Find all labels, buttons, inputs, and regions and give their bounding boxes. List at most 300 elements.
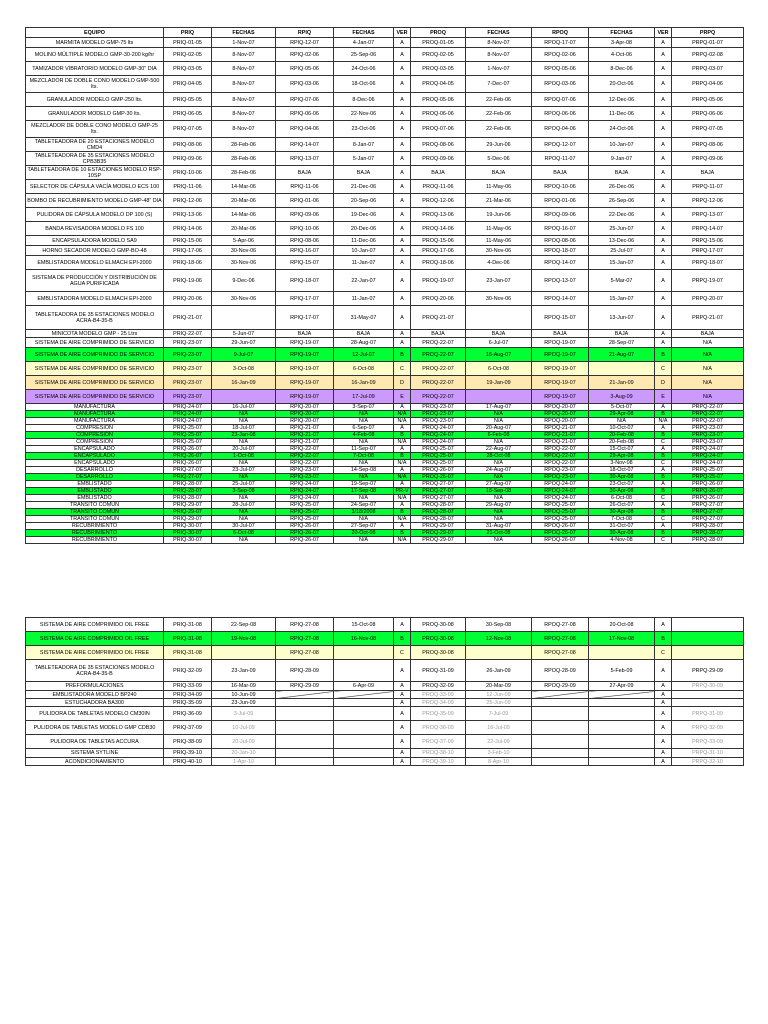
cell-priq: PRIQ-23-07	[164, 376, 212, 390]
cell-fecha-rpiq: N/A	[334, 516, 394, 523]
cell-fecha-rpoq: 15-Oct-07	[589, 446, 655, 453]
cell-proq: PROQ-27-07	[411, 488, 466, 495]
cell-fecha-proq: 26-Jan-09	[466, 660, 532, 682]
cell-ver-iq: N/A	[394, 516, 411, 523]
table-row	[26, 682, 744, 691]
cell-fecha-priq: 28-Feb-06	[212, 166, 276, 180]
cell-rpiq: RPIQ-17-07	[276, 306, 334, 330]
cell-ver-iq: A	[394, 749, 411, 758]
cell-fecha-proq: 16-Aug-07	[466, 348, 532, 362]
table-row	[26, 418, 744, 425]
cell-priq: PRIQ-24-07	[164, 404, 212, 411]
cell-fecha-rpiq: 19-Dec-06	[334, 208, 394, 222]
cell-ver-iq: A	[394, 467, 411, 474]
cell-ver-oq: A	[655, 758, 672, 766]
header-prpq: PRPQ	[672, 28, 744, 38]
cell-ver-iq: A	[394, 246, 411, 256]
cell-equipo: TAMIZADOR VIBRATORIO MODELO GMP-30" DIA	[26, 62, 164, 76]
cell-proq: PROQ-03-05	[411, 62, 466, 76]
cell-priq: PRIQ-19-06	[164, 270, 212, 292]
cell-equipo: SISTEMA DE AIRE COMPRIMIDO DE SERVICIO	[26, 390, 164, 404]
cell-priq: PRIQ-15-06	[164, 236, 212, 246]
cell-proq: PROQ-09-06	[411, 152, 466, 166]
cell-rpiq: RPIQ-09-06	[276, 208, 334, 222]
cell-ver-oq: A	[655, 481, 672, 488]
cell-fecha-priq: 10-Jul-09	[212, 721, 276, 735]
cell-proq: PROQ-24-07	[411, 439, 466, 446]
cell-proq: PROQ-34-09	[411, 699, 466, 707]
cell-equipo: TRANSITO COMÚN	[26, 502, 164, 509]
cell-equipo: MEZCLADOR DE DOBLE CONO MODELO GMP-25 lts.	[26, 121, 164, 138]
table-row	[26, 62, 744, 76]
cell-proq: PROQ-21-07	[411, 306, 466, 330]
cell-fecha-proq: N/A	[466, 516, 532, 523]
table-row	[26, 138, 744, 152]
cell-rpiq: RPIQ-23-07	[276, 474, 334, 481]
cell-rpiq: RPIQ-20-07	[276, 418, 334, 425]
cell-rpiq: RPIQ-26-07	[276, 523, 334, 530]
cell-proq: PROQ-22-07	[411, 390, 466, 404]
cell-fecha-rpoq	[589, 758, 655, 766]
cell-proq: PROQ-26-07	[411, 474, 466, 481]
cell-rpiq: RPIQ-19-07	[276, 362, 334, 376]
cell-fecha-rpoq: 4-Oct-06	[589, 48, 655, 62]
table-row	[26, 166, 744, 180]
cell-ver-iq: A	[394, 138, 411, 152]
cell-ver-oq: A	[655, 38, 672, 48]
cell-rpiq: BAJA	[276, 330, 334, 338]
cell-equipo: ESTUCHADORA BA300	[26, 699, 164, 707]
cell-proq: PROQ-36-09	[411, 721, 466, 735]
cell-fecha-proq: 20-Aug-07	[466, 425, 532, 432]
cell-proq: PROQ-35-09	[411, 707, 466, 721]
cell-fecha-priq	[212, 646, 276, 660]
cell-rpiq: RPIQ-25-07	[276, 502, 334, 509]
cell-fecha-proq: 30-Nov-06	[466, 246, 532, 256]
cell-fecha-rpiq: BAJA	[334, 166, 394, 180]
cell-fecha-proq: 4-Dec-06	[466, 256, 532, 270]
cell-priq: PRIQ-26-07	[164, 446, 212, 453]
cell-fecha-proq: 22-Feb-06	[466, 93, 532, 107]
cell-fecha-rpiq	[334, 699, 394, 707]
cell-fecha-rpoq: 26-Sep-06	[589, 194, 655, 208]
cell-fecha-rpiq: 20-Dec-06	[334, 222, 394, 236]
cell-proq: PROQ-28-07	[411, 502, 466, 509]
cell-equipo: EMBLISTADO	[26, 495, 164, 502]
cell-fecha-rpoq: 5-Mar-07	[589, 270, 655, 292]
header-rpoq: RPOQ	[532, 28, 589, 38]
cell-prpq: PRPQ-03-07	[672, 62, 744, 76]
cell-fecha-priq: 30-Nov-06	[212, 292, 276, 306]
cell-fecha-rpoq: 12-Dec-06	[589, 93, 655, 107]
cell-ver-oq: B	[655, 453, 672, 460]
cell-fecha-priq: 10-Jun-09	[212, 691, 276, 699]
cell-ver-iq: A	[394, 38, 411, 48]
cell-fecha-rpoq	[589, 699, 655, 707]
cell-fecha-priq: 23-Jan-09	[212, 660, 276, 682]
cell-ver-oq: A	[655, 208, 672, 222]
cell-ver-iq: A	[394, 691, 411, 699]
cell-fecha-priq: 23-Jun-09	[212, 699, 276, 707]
cell-prpq: PRPQ-22-07	[672, 418, 744, 425]
cell-proq: PROQ-30-08	[411, 646, 466, 660]
cell-ver-oq: E	[655, 390, 672, 404]
cell-rpoq: RPOQ-26-07	[532, 537, 589, 544]
cell-fecha-proq: 3-Feb-10	[466, 749, 532, 758]
cell-rpoq: RPOQ-13-07	[532, 270, 589, 292]
cell-fecha-rpoq	[589, 362, 655, 376]
cell-proq: PROQ-22-07	[411, 338, 466, 348]
cell-fecha-proq: 19-Jun-06	[466, 208, 532, 222]
cell-fecha-priq: 16-Jan-09	[212, 376, 276, 390]
cell-fecha-rpiq: N/A	[334, 537, 394, 544]
cell-rpiq	[276, 699, 334, 707]
cell-fecha-rpoq: 17-Nov-08	[589, 632, 655, 646]
cell-fecha-priq: 1-Oct-08	[212, 453, 276, 460]
cell-fecha-rpoq: 30-Apr-08	[589, 488, 655, 495]
table-row	[26, 236, 744, 246]
cell-ver-oq: A	[655, 467, 672, 474]
cell-fecha-proq: N/A	[466, 474, 532, 481]
cell-prpq	[672, 646, 744, 660]
cell-proq: PROQ-17-06	[411, 246, 466, 256]
table-row	[26, 439, 744, 446]
cell-ver-iq: A	[394, 502, 411, 509]
cell-ver-oq: D	[655, 376, 672, 390]
cell-rpoq	[532, 699, 589, 707]
cell-ver-oq: B	[655, 474, 672, 481]
table-row	[26, 292, 744, 306]
cell-equipo: ENCAPSULADO	[26, 446, 164, 453]
cell-fecha-rpoq	[589, 707, 655, 721]
cell-rpoq: RPOQ-22-07	[532, 460, 589, 467]
cell-prpq: PRPQ-25-07	[672, 467, 744, 474]
cell-equipo: EMBLISTADO	[26, 488, 164, 495]
cell-fecha-rpiq: 16-Jan-09	[334, 376, 394, 390]
cell-fecha-proq: N/A	[466, 460, 532, 467]
cell-prpq: BAJA	[672, 330, 744, 338]
cell-priq: PRIQ-25-07	[164, 439, 212, 446]
cell-fecha-rpoq: 24-Oct-06	[589, 121, 655, 138]
cell-fecha-rpoq: 22-Dec-06	[589, 208, 655, 222]
cell-fecha-rpoq: 13-Jun-07	[589, 306, 655, 330]
cell-ver-oq: B	[655, 509, 672, 516]
cell-fecha-priq: 30-Nov-06	[212, 246, 276, 256]
cell-fecha-rpiq: 22-Jan-07	[334, 270, 394, 292]
cell-fecha-proq: 11-May-06	[466, 222, 532, 236]
cell-fecha-proq: 23-Jan-07	[466, 270, 532, 292]
cell-prpq: PRPQ-31-10	[672, 749, 744, 758]
cell-priq: PRIQ-30-07	[164, 523, 212, 530]
table-row	[26, 222, 744, 236]
cell-rpoq: RPOQ-24-07	[532, 481, 589, 488]
cell-rpiq: RPIQ-17-07	[276, 292, 334, 306]
cell-fecha-rpiq: N/A	[334, 474, 394, 481]
cell-ver-oq: A	[655, 76, 672, 93]
cell-proq: PROQ-38-10	[411, 749, 466, 758]
cell-ver-iq: A	[394, 194, 411, 208]
cell-ver-iq: C	[394, 362, 411, 376]
cell-ver-oq: A	[655, 121, 672, 138]
cell-fecha-proq: N/A	[466, 509, 532, 516]
header-equipo: EQUIPO	[26, 28, 164, 38]
cell-rpiq	[276, 707, 334, 721]
table-row	[26, 749, 744, 758]
cell-proq: PROQ-31-09	[411, 660, 466, 682]
table-row	[26, 256, 744, 270]
cell-ver-oq: A	[655, 236, 672, 246]
cell-ver-oq: A	[655, 138, 672, 152]
cell-priq: PRIQ-21-07	[164, 306, 212, 330]
cell-rpiq: RPIQ-07-06	[276, 93, 334, 107]
cell-priq: PRIQ-28-07	[164, 495, 212, 502]
table-row	[26, 48, 744, 62]
cell-fecha-proq: 11-May-06	[466, 180, 532, 194]
cell-fecha-rpiq: 5-Jan-07	[334, 152, 394, 166]
cell-equipo: BOMBO DE RECUBRIMIENTO MODELO GMP-48" DIA	[26, 194, 164, 208]
cell-fecha-priq: 20-Jan-10	[212, 749, 276, 758]
cell-priq: PRIQ-01-05	[164, 38, 212, 48]
cell-prpq: N/A	[672, 348, 744, 362]
cell-ver-iq: A	[394, 306, 411, 330]
table-row	[26, 107, 744, 121]
cell-fecha-proq	[466, 646, 532, 660]
cell-rpoq: RPOQ-22-07	[532, 453, 589, 460]
cell-equipo: SISTEMA DE AIRE COMPRIMIDO DE SERVICIO	[26, 362, 164, 376]
cell-fecha-rpoq: 29-Apr-08	[589, 453, 655, 460]
cell-equipo: COMPRESIÓN	[26, 439, 164, 446]
cell-rpiq: RPIQ-04-06	[276, 121, 334, 138]
cell-fecha-proq: 11-May-06	[466, 236, 532, 246]
cell-rpiq: RPIQ-25-07	[276, 516, 334, 523]
cell-equipo: PULIDORA DE TABLETAS ACCURA	[26, 735, 164, 749]
cell-ver-iq: A	[394, 121, 411, 138]
cell-rpoq: RPOQ-22-07	[532, 446, 589, 453]
cell-fecha-rpoq	[589, 691, 655, 699]
cell-fecha-rpoq: 21-Jan-09	[589, 376, 655, 390]
cell-fecha-rpoq: 5-Oct-07	[589, 404, 655, 411]
cell-ver-oq: C	[655, 439, 672, 446]
cell-rpoq: RPOQ-27-08	[532, 632, 589, 646]
cell-prpq: PRPQ-18-07	[672, 256, 744, 270]
cell-proq: PROQ-22-07	[411, 362, 466, 376]
cell-fecha-rpiq: 18-Oct-06	[334, 76, 394, 93]
cell-rpiq: RPIQ-29-09	[276, 682, 334, 691]
cell-ver-oq: C	[655, 460, 672, 467]
cell-prpq: PRPQ-28-07	[672, 537, 744, 544]
table-row	[26, 691, 744, 699]
table-row	[26, 502, 744, 509]
cell-ver-oq: A	[655, 194, 672, 208]
cell-priq: PRIQ-29-07	[164, 516, 212, 523]
cell-priq: PRIQ-38-09	[164, 735, 212, 749]
cell-equipo: SISTEMA DE PRODUCCIÓN Y DISTRIBUCIÓN DE AGUA PURIFICADA	[26, 270, 164, 292]
cell-fecha-proq: 8-Nov-07	[466, 48, 532, 62]
cell-fecha-priq: N/A	[212, 495, 276, 502]
table-row	[26, 432, 744, 439]
cell-rpiq: RPIQ-20-07	[276, 404, 334, 411]
cell-priq: PRIQ-23-07	[164, 348, 212, 362]
cell-fecha-rpiq	[334, 691, 394, 699]
cell-fecha-rpiq: N/A	[334, 411, 394, 418]
cell-fecha-rpoq	[589, 721, 655, 735]
cell-fecha-priq: N/A	[212, 439, 276, 446]
cell-proq: PROQ-30-08	[411, 632, 466, 646]
cell-equipo: MOLINO MÚLTIPLE MODELO GMP-30-200 kg/hr	[26, 48, 164, 62]
cell-equipo: SISTEMA DE AIRE COMPRIMIDO DE SERVICIO	[26, 348, 164, 362]
cell-fecha-rpiq: 31-May-07	[334, 306, 394, 330]
cell-equipo: GRANULADOR MODELO GMP-250 lts.	[26, 93, 164, 107]
cell-fecha-rpiq: 24-Sep-07	[334, 502, 394, 509]
cell-prpq: PRPQ-32-09	[672, 721, 744, 735]
cell-rpiq	[276, 758, 334, 766]
cell-fecha-rpoq: 26-Oct-07	[589, 502, 655, 509]
cell-fecha-rpoq: 10-Oct-07	[589, 425, 655, 432]
header-proq: PROQ	[411, 28, 466, 38]
cell-priq: PRIQ-25-07	[164, 432, 212, 439]
cell-ver-iq: A	[394, 660, 411, 682]
cell-proq: PROQ-22-07	[411, 348, 466, 362]
cell-proq: PROQ-18-06	[411, 256, 466, 270]
cell-fecha-proq: 25-Jun-09	[466, 699, 532, 707]
cell-fecha-proq: 1-Nov-07	[466, 62, 532, 76]
cell-ver-iq: N/A	[394, 495, 411, 502]
cell-rpoq: RPOQ-20-07	[532, 418, 589, 425]
cell-equipo: SISTEMA DE AIRE COMPRIMIDO OIL FREE	[26, 632, 164, 646]
cell-ver-oq: A	[655, 404, 672, 411]
cell-proq: PROQ-25-07	[411, 460, 466, 467]
cell-priq: PRIQ-24-07	[164, 411, 212, 418]
cell-fecha-proq: 12-Jun-09	[466, 691, 532, 699]
cell-prpq: PRPQ-29-09	[672, 660, 744, 682]
cell-fecha-rpoq: 31-Oct-07	[589, 523, 655, 530]
cell-fecha-rpoq: 30-Apr-08	[589, 474, 655, 481]
cell-rpoq: RPOQ-08-06	[532, 236, 589, 246]
cell-fecha-proq: BAJA	[466, 330, 532, 338]
cell-priq: PRIQ-23-07	[164, 338, 212, 348]
cell-fecha-rpiq: N/A	[334, 495, 394, 502]
table-row	[26, 425, 744, 432]
cell-fecha-priq: 8-Nov-07	[212, 107, 276, 121]
cell-fecha-proq: 6-Oct-08	[466, 362, 532, 376]
cell-rpiq: RPIQ-14-07	[276, 138, 334, 152]
cell-priq: PRIQ-09-06	[164, 152, 212, 166]
cell-fecha-rpoq: 3-Aug-09	[589, 390, 655, 404]
cell-fecha-rpiq: BAJA	[334, 330, 394, 338]
cell-equipo: SISTEMA DE AIRE COMPRIMIDO DE SERVICIO	[26, 376, 164, 390]
cell-rpiq: RPIQ-15-07	[276, 256, 334, 270]
cell-fecha-priq	[212, 306, 276, 330]
cell-fecha-proq: 24-Aug-07	[466, 467, 532, 474]
cell-rpoq: RPOQ-20-07	[532, 411, 589, 418]
cell-proq: PROQ-30-08	[411, 618, 466, 632]
cell-fecha-rpiq	[334, 646, 394, 660]
cell-proq: PROQ-13-06	[411, 208, 466, 222]
cell-fecha-rpiq: 14-Sep-08	[334, 467, 394, 474]
cell-rpoq	[532, 735, 589, 749]
table-row	[26, 330, 744, 338]
cell-proq: PROQ-25-07	[411, 453, 466, 460]
cell-priq: PRIQ-39-10	[164, 749, 212, 758]
cell-rpoq: RPOQ-23-07	[532, 467, 589, 474]
cell-ver-iq: A	[394, 166, 411, 180]
cell-fecha-rpoq: 30-Apr-08	[589, 509, 655, 516]
cell-prpq: PRPQ-09-06	[672, 152, 744, 166]
cell-fecha-proq: 12-Nov-08	[466, 632, 532, 646]
cell-rpoq: RPOQ-25-07	[532, 516, 589, 523]
table-row	[26, 404, 744, 411]
table-row	[26, 270, 744, 292]
cell-proq: PROQ-28-07	[411, 509, 466, 516]
cell-rpiq: RPIQ-25-07	[276, 509, 334, 516]
cell-ver-iq: A	[394, 76, 411, 93]
cell-rpoq: RPOQ-19-07	[532, 390, 589, 404]
cell-fecha-rpoq: 18-Oct-07	[589, 467, 655, 474]
cell-fecha-rpiq: 23-Oct-06	[334, 121, 394, 138]
cell-ver-oq: A	[655, 107, 672, 121]
cell-fecha-proq: 8-Nov-07	[466, 38, 532, 48]
cell-ver-oq: A	[655, 338, 672, 348]
cell-rpoq: BAJA	[532, 166, 589, 180]
cell-ver-iq: A	[394, 707, 411, 721]
cell-fecha-rpoq: 3-Apr-08	[589, 38, 655, 48]
cell-proq: PROQ-05-06	[411, 93, 466, 107]
cell-fecha-rpiq	[334, 707, 394, 721]
cell-fecha-priq: 23-Jul-07	[212, 467, 276, 474]
cell-proq: PROQ-19-07	[411, 270, 466, 292]
cell-rpoq: RPOQ-29-09	[532, 682, 589, 691]
cell-rpiq: RPIQ-28-09	[276, 660, 334, 682]
cell-fecha-rpiq: 21-Dec-06	[334, 180, 394, 194]
cell-priq: PRIQ-33-09	[164, 682, 212, 691]
cell-ver-iq: A	[394, 107, 411, 121]
cell-fecha-rpiq: 19-Sep-07	[334, 481, 394, 488]
cell-fecha-priq: 20-Jul-07	[212, 446, 276, 453]
cell-rpoq: RPOQ-21-07	[532, 425, 589, 432]
cell-rpoq: RPOQ-17-07	[532, 38, 589, 48]
cell-fecha-proq: 21-Oct-08	[466, 530, 532, 537]
cell-fecha-rpiq: N/A	[334, 418, 394, 425]
cell-rpiq: RPIQ-19-07	[276, 348, 334, 362]
cell-ver-iq: N/A	[394, 439, 411, 446]
cell-proq: PROQ-29-07	[411, 523, 466, 530]
cell-equipo: ACONDICIONAMIENTO	[26, 758, 164, 766]
cell-prpq: PRPQ-30-09	[672, 682, 744, 691]
cell-equipo: COMPRESIÓN	[26, 425, 164, 432]
cell-prpq: PRPQ-23-07	[672, 425, 744, 432]
table-row	[26, 646, 744, 660]
cell-ver-iq: B	[394, 348, 411, 362]
cell-proq: PROQ-26-07	[411, 467, 466, 474]
header-rpiq: RPIQ	[276, 28, 334, 38]
cell-fecha-rpiq: 11-Jan-07	[334, 292, 394, 306]
cell-rpiq: RPIQ-11-06	[276, 180, 334, 194]
cell-prpq: PRPQ-22-07	[672, 411, 744, 418]
cell-rpoq: RPOQ-05-06	[532, 62, 589, 76]
cell-fecha-rpiq: 10-Jan-07	[334, 246, 394, 256]
cell-equipo: BANDA REVISADORA MODELO FS 100	[26, 222, 164, 236]
cell-ver-oq: A	[655, 48, 672, 62]
cell-proq: PROQ-29-07	[411, 537, 466, 544]
cell-rpoq: RPOQ-24-07	[532, 488, 589, 495]
cell-fecha-rpoq: 9-Jan-07	[589, 152, 655, 166]
cell-ver-iq: A	[394, 93, 411, 107]
cell-equipo: EMBLISTADO	[26, 481, 164, 488]
cell-fecha-rpiq: 11-Dec-06	[334, 236, 394, 246]
cell-rpiq: RPIQ-06-06	[276, 107, 334, 121]
cell-priq: PRIQ-34-09	[164, 691, 212, 699]
cell-rpiq: RPIQ-19-07	[276, 376, 334, 390]
